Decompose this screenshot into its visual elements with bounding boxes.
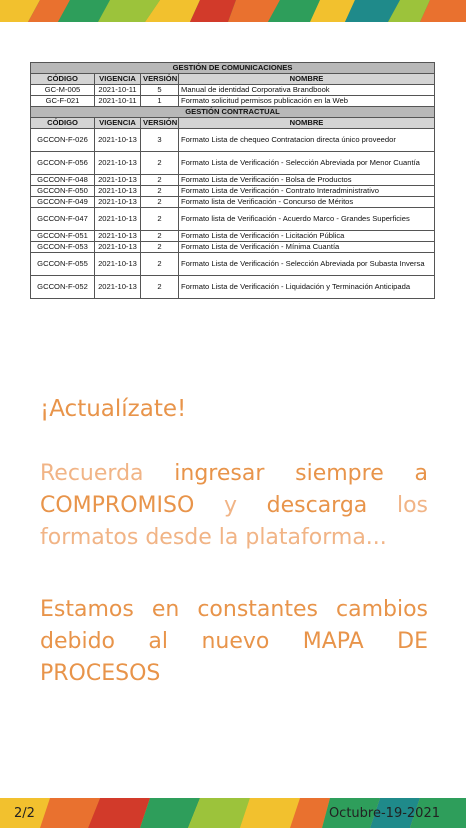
table-row xyxy=(31,276,435,299)
table-row xyxy=(31,96,435,107)
table-row xyxy=(31,197,435,208)
cell-nombre: Formato lista de Verificación - Acuerdo Marco - Grandes Superficies xyxy=(179,208,435,231)
headline-actualizate: ¡Actualízate! xyxy=(40,396,187,422)
cell-version: 2 xyxy=(141,276,179,299)
cell-version: 2 xyxy=(141,242,179,253)
table-row xyxy=(31,85,435,96)
reminder-text-part: y xyxy=(194,493,267,518)
cell-nombre: Manual de identidad Corporativa Brandbook xyxy=(179,85,435,96)
cell-codigo: GCCON-F-048 xyxy=(31,175,95,186)
top-decorative-band xyxy=(0,0,466,22)
cell-codigo: GCCON-F-026 xyxy=(31,129,95,152)
cell-vigencia: 2021-10-13 xyxy=(95,208,141,231)
cell-version: 3 xyxy=(141,129,179,152)
cell-codigo: GCCON-F-049 xyxy=(31,197,95,208)
column-header-codigo: CÓDIGO xyxy=(31,74,95,85)
cell-version: 2 xyxy=(141,231,179,242)
footer-date: Octubre-19-2021 xyxy=(328,806,440,821)
cell-codigo: GC-M-005 xyxy=(31,85,95,96)
table-row xyxy=(31,242,435,253)
column-header-vigencia: VIGENCIA xyxy=(95,118,141,129)
cell-vigencia: 2021-10-13 xyxy=(95,197,141,208)
cell-vigencia: 2021-10-13 xyxy=(95,152,141,175)
column-header-version: VERSIÓN xyxy=(141,118,179,129)
cell-version: 5 xyxy=(141,85,179,96)
table-row xyxy=(31,129,435,152)
cell-vigencia: 2021-10-13 xyxy=(95,231,141,242)
formats-table-container xyxy=(30,62,434,299)
cell-vigencia: 2021-10-13 xyxy=(95,129,141,152)
reminder-text-part: Recuerda xyxy=(40,461,175,486)
cell-nombre: Formato Lista de chequeo Contratacion directa único proveedor xyxy=(179,129,435,152)
table-row xyxy=(31,186,435,197)
table-row xyxy=(31,152,435,175)
table-row xyxy=(31,231,435,242)
cell-version: 2 xyxy=(141,152,179,175)
cell-vigencia: 2021-10-13 xyxy=(95,186,141,197)
column-header-nombre: NOMBRE xyxy=(179,118,435,129)
cell-codigo: GCCON-F-053 xyxy=(31,242,95,253)
cell-vigencia: 2021-10-13 xyxy=(95,175,141,186)
cell-nombre: Formato Lista de Verificación - Liquidación y Terminación Anticipada xyxy=(179,276,435,299)
cell-version: 2 xyxy=(141,186,179,197)
cell-version: 2 xyxy=(141,175,179,186)
cell-codigo: GCCON-F-051 xyxy=(31,231,95,242)
cell-nombre: Formato solicitud permisos publicación en la Web xyxy=(179,96,435,107)
reminder-text-emphasis: ingresar siempre a COMPROMISO xyxy=(40,461,428,518)
column-header-codigo: CÓDIGO xyxy=(31,118,95,129)
cell-vigencia: 2021-10-11 xyxy=(95,96,141,107)
cell-vigencia: 2021-10-13 xyxy=(95,242,141,253)
table-row xyxy=(31,175,435,186)
cell-nombre: Formato Lista de Verificación - Bolsa de Productos xyxy=(179,175,435,186)
table-row xyxy=(31,208,435,231)
cell-version: 2 xyxy=(141,197,179,208)
cell-vigencia: 2021-10-13 xyxy=(95,253,141,276)
cell-nombre: Formato Lista de Verificación - Licitación Pública xyxy=(179,231,435,242)
reminder-paragraph xyxy=(40,458,428,554)
reminder-text-emphasis: descarga xyxy=(266,493,368,518)
cell-nombre: Formato Lista de Verificación - Contrato Interadministrativo xyxy=(179,186,435,197)
cell-vigencia: 2021-10-13 xyxy=(95,276,141,299)
cell-codigo: GCCON-F-052 xyxy=(31,276,95,299)
cell-nombre: Formato Lista de Verificación - Selección Abreviada por Subasta Inversa xyxy=(179,253,435,276)
section-header-comunicaciones: GESTIÓN DE COMUNICACIONES xyxy=(31,63,435,74)
table-row xyxy=(31,253,435,276)
cell-nombre: Formato Lista de Verificación - Selección Abreviada por Menor Cuantía xyxy=(179,152,435,175)
cell-version: 2 xyxy=(141,253,179,276)
reminder-text-part: los formatos desde la plataforma... xyxy=(40,493,428,550)
cell-codigo: GCCON-F-056 xyxy=(31,152,95,175)
cell-vigencia: 2021-10-11 xyxy=(95,85,141,96)
section-header-contractual: GESTIÓN CONTRACTUAL xyxy=(31,107,435,118)
cell-codigo: GCCON-F-047 xyxy=(31,208,95,231)
page-number: 2/2 xyxy=(14,806,35,821)
cell-nombre: Formato Lista de Verificación - Mínima Cuantía xyxy=(179,242,435,253)
column-header-vigencia: VIGENCIA xyxy=(95,74,141,85)
changes-paragraph: Estamos en constantes cambios debido al nuevo MAPA DE PROCESOS xyxy=(40,597,428,686)
formats-table xyxy=(30,62,435,299)
cell-codigo: GCCON-F-050 xyxy=(31,186,95,197)
cell-version: 2 xyxy=(141,208,179,231)
cell-version: 1 xyxy=(141,96,179,107)
cell-codigo: GC-F-021 xyxy=(31,96,95,107)
column-header-nombre: NOMBRE xyxy=(179,74,435,85)
column-header-version: VERSIÓN xyxy=(141,74,179,85)
cell-codigo: GCCON-F-055 xyxy=(31,253,95,276)
cell-nombre: Formato lista de Verificación - Concurso de Méritos xyxy=(179,197,435,208)
